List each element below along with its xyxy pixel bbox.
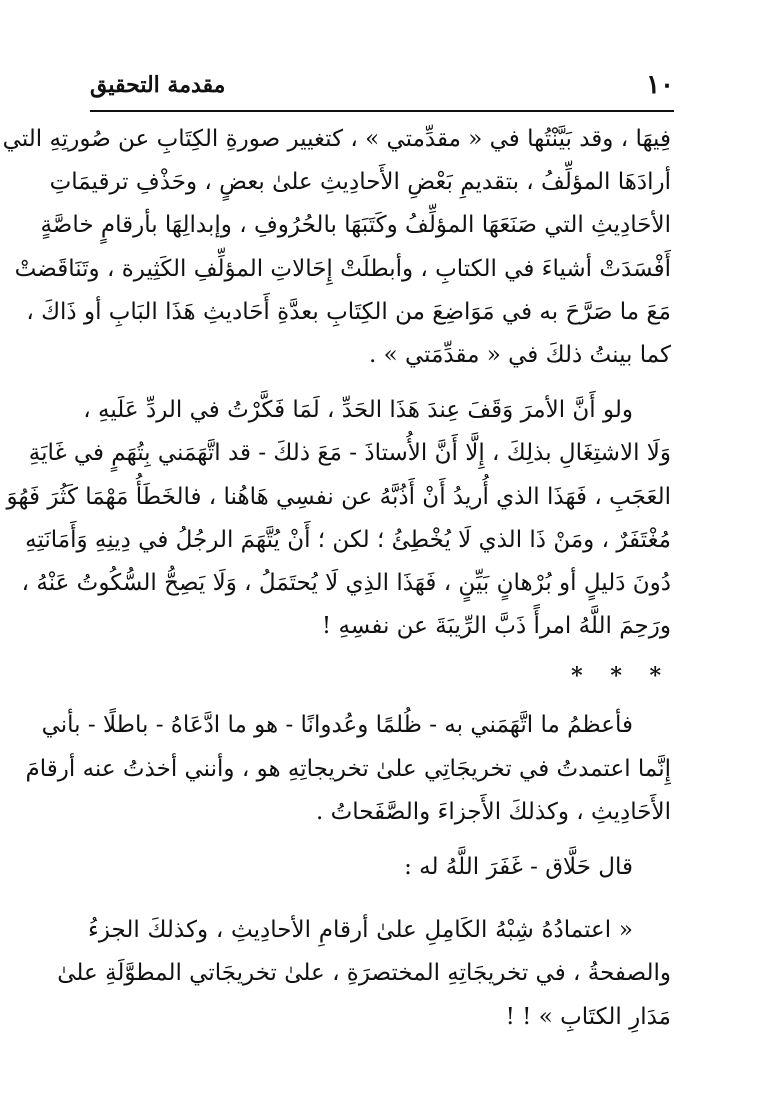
text-line: ولو أَنَّ الأمرَ وَقَفَ عِندَ هَذَا الحَدِّ ، لَمَا فَكَّرْتُ في الردِّ عَلَيهِ ، (83, 397, 633, 424)
text-line: كما بينتُ ذلكَ في « مقدِّمَتي » . (368, 342, 671, 369)
text-line: مُغْتَفَرٌ ، ومَنْ ذَا الذي لَا يُخْطِئُ ؛ لكن ؛ أَنْ يُتَّهَمَ الرجُلُ في دِينِهِ وَأَمَانَتِهِ (25, 526, 671, 553)
paragraph-quote-intro (88, 846, 671, 889)
text-line: وَلَا الاشتِغَالِ بذلِكَ ، إِلَّا أَنَّ الأُستاذَ - مَعَ ذلكَ - قد اتَّهَمَني بِتُهَمٍ في غَايَةِ (28, 440, 671, 467)
text-line: مَعَ ما صَرَّحَ به في مَوَاضِعَ من الكِتَابِ بعدَّةِ أَحَاديثِ هَذَا البَابِ أو ذَاكَ ، (26, 298, 671, 325)
text-line: إِنَّما اعتمدتُ في تخريجَاتِي علىٰ تخريجاتِهِ هو ، وأنني أخذتُ عنه أرقامَ (25, 755, 671, 782)
paragraph-3 (25, 704, 671, 834)
paragraph-quote (57, 909, 671, 1039)
paragraph-1 (2, 118, 671, 377)
text-line: والصفحةُ ، في تخريجَاتِهِ المختصرَةِ ، علىٰ تخريجَاتي المطوَّلَةِ علىٰ (57, 960, 671, 987)
text-line: « اعتمادُهُ شِبْهُ الكَامِلِ علىٰ أرقامِ الأحادِيثِ ، وكذلكَ الجزءُ (88, 917, 633, 944)
text-line: أرادَهَا المؤلِّفُ ، بتقديمِ بَعْضِ الأَحادِيثِ علىٰ بعضٍ ، وحَذْفِ ترقيمَاتِ (49, 169, 671, 196)
running-title: مقدمة التحقيق (90, 72, 226, 98)
text-line: دُونَ دَليلٍ أو بُرْهانٍ بَيِّنٍ ، فَهَذَا الذِي لَا يُحتَمَلُ ، وَلَا يَصِحُّ السُّكُوتُ عَنْهُ ، (21, 570, 671, 597)
text-line: مَدَارِ الكتَابِ » ! ! (505, 1003, 671, 1030)
text-line: العَجَبِ ، فَهَذَا الذي أُريدُ أَنْ أَذُبَّهُ عن نفسِي هَاهُنا ، فالخَطَأُ مَهْمَا كَثُرَ فَهُوَ (6, 483, 671, 510)
text-line: الأَحَادِيثِ ، وكذلكَ الأَجزاءَ والصَّفَحاتُ . (316, 798, 671, 825)
paragraph-2 (6, 389, 671, 648)
body-text (2, 118, 671, 1039)
text-line: فِيهَا ، وقد بَيَّنْتُها في « مقدِّمتي » ، كتغيير صورةِ الكِتَابِ عن صُورتِهِ التي (2, 126, 671, 152)
text-line: ورَحِمَ اللَّهُ امرأً ذَبَّ الرِّيبَةَ عن نفسِهِ ! (321, 613, 671, 640)
page-number: ١٠ (646, 70, 674, 100)
section-separator: * * * (571, 663, 671, 690)
text-line: الأحَادِيثِ التي صَنَعَهَا المؤلِّفُ وكَتَبَهَا بالحُرُوفِ ، وإبدالِهَا بأرقامٍ خاصَّةٍ (40, 212, 671, 239)
text-line: فأعظمُ ما اتَّهَمَني به - ظُلمًا وعُدوانًا - هو ما ادَّعَاهُ - باطلًا - بأني (41, 712, 633, 739)
text-line: قال حَلَّاق - غَفَرَ اللَّهُ له : (404, 854, 633, 881)
page-header (90, 66, 674, 112)
text-line: أَفْسَدَتْ أشياءَ في الكتابِ ، وأبطلَتْ إِحَالاتِ المؤلِّفِ الكَثِيرة ، وتَنَاقَضتْ (14, 255, 671, 282)
